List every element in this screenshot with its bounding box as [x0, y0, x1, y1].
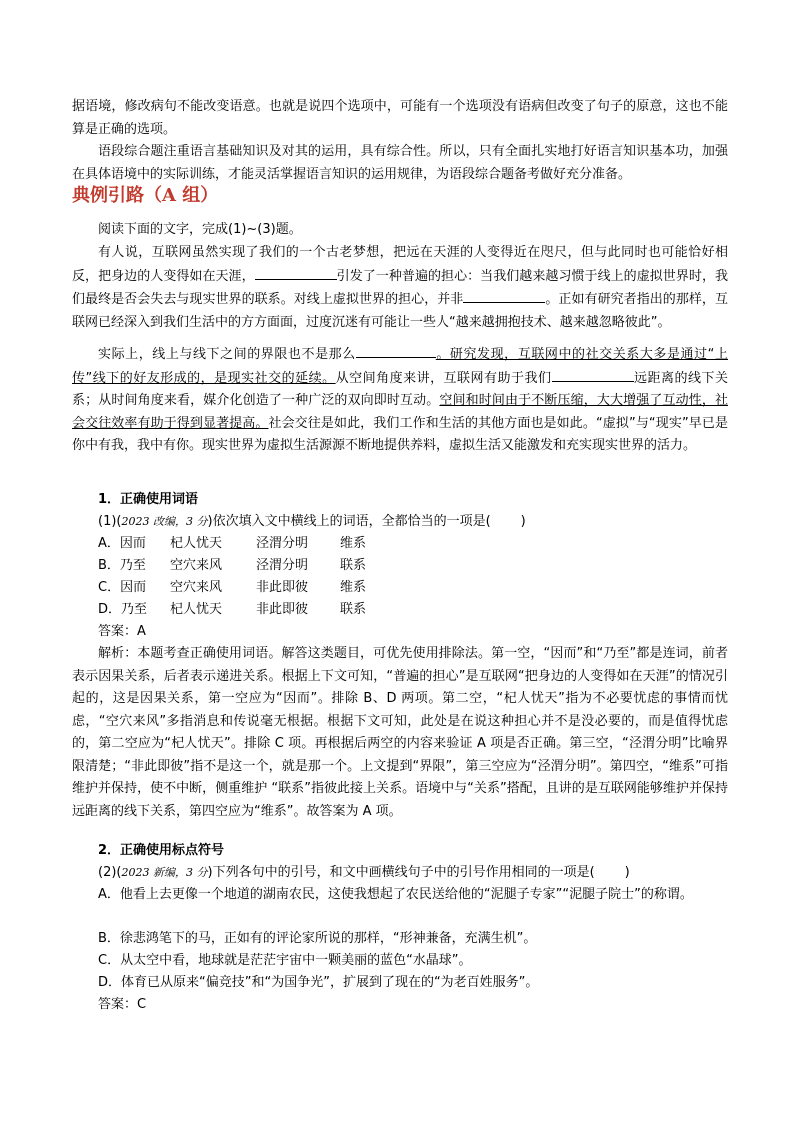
underlined-sentence-2: 空间和时间由于不断压缩，大大增强了互动性，社会交往效率有助于得到显著提高。 [72, 393, 728, 431]
passage-text: 从空间角度来讲，互联网有助于我们 [335, 370, 552, 386]
fill-blank-4 [552, 367, 634, 382]
intro-paragraph-2: 语段综合题注重语言基础知识及对其的运用，具有综合性。所以，只有全面扎实地打好语言知识基本功，加强在具体语境中的实际训练，才能灵活掌握语言知识的运用规律，为语段综合题备考做好充分准备。 [72, 144, 728, 182]
q1-option-a: A．因而 杞人忧天 泾渭分明 维系 [98, 536, 367, 551]
q1-answer: 答案：A [98, 624, 146, 639]
passage-text: 。正如有研究者指出的那样，互联网已经深入到我们生活中的方方面面，过度沉迷有可能让一些人“越来越拥抱技术、越来越忽略彼此”。 [72, 292, 728, 330]
fill-blank-2 [463, 288, 545, 303]
passage-lead: 阅读下面的文字，完成(1)~(3)题。 [98, 222, 302, 237]
section-title: 典例引路（A 组） [72, 185, 219, 206]
q1-stem: (1)(2023 改编，3 分)依次填入文中横线上的词语，全都恰当的一项是( ) [98, 514, 526, 529]
q2-option-a: A．他看上去更像一个地道的湖南农民，这使我想起了农民送给他的“泥腿子专家”“泥腿子院士”的称谓。 [98, 887, 693, 902]
passage-text: 有人说，互联网虽然实现了我们的一个古老梦想，把远在天涯的人变得近在咫尺，但与此同时也可能恰好相反，把身边的人变得如在天涯， [72, 245, 728, 284]
q1-option-d: D．乃至 杞人忧天 非此即彼 联系 [98, 602, 367, 617]
underlined-sentence-1: 。研究发现，互联网中的社交关系大多是通过“上传”线下的好友形成的，是现实社交的延续。 [72, 347, 728, 386]
passage-text: 社会交往是如此，我们工作和生活的其他方面也是如此。“虚拟”与“现实”早已是你中有我，我中有你。现实世界为虚拟生活源源不断地提供养料，虚拟生活又能激发和充实现实世界的活力。 [72, 415, 728, 453]
q2-option-c: C．从太空中看，地球就是茫茫宇宙中一颗美丽的蓝色“水晶球”。 [98, 953, 472, 968]
passage-paragraph-2 [72, 343, 728, 458]
passage-text: 远距离的线下关系；从时间角度来看，媒介化创造了一种广泛的双向即时互动。 [72, 370, 728, 408]
q2-title: 2．正确使用标点符号 [98, 843, 225, 858]
q1-source: 2023 改编，3 分 [121, 515, 208, 528]
q1-analysis: 解析：本题考查正确使用词语。解答这类题目，可优先使用排除法。第一空，“因而”和“乃至”都是连词，前者表示因果关系，后者表示递进关系。根据上下文可知，“普遍的担心”是互联网“把身边的人变得如在天涯”的情况引起的，这是因果关系，第一空应为“因而”。排除 B、D 两项。第二空，“杞人忧天”指为不必要忧虑的事情而忧虑，“空穴来风”多指消息和传说毫无根据。根据下文可知，此处是在说这种担心并不是没必要的，而是值得忧虑的，第二空应为“杞人忧天”。排除 C 项。再根据后两空的内容来验证 A 项是否正确。第三空，“泾渭分明”比喻界限清楚；“非此即彼”指不是这一个，就是那一个。上文提到“界限”，第三空应为“泾渭分明”。第四空，“维系”可指维护并保持，使不中断，侧重维护 “联系”指彼此接上关系。语境中与“关系”搭配，且讲的是互联网能够维护并保持远距离的线下关系，第四空应为“维系”。故答案为 A 项。 [72, 646, 728, 819]
q2-option-b: B．徐悲鸿笔下的马，正如有的评论家所说的那样，“形神兼备，充满生机”。 [98, 931, 537, 946]
q1-title: 1．正确使用词语 [98, 492, 199, 507]
q1-option-c: C．因而 空穴来风 非此即彼 维系 [98, 580, 367, 595]
passage-text: 实际上，线上与线下之间的界限也不是那么 [98, 347, 356, 362]
intro-paragraph-1: 据语境，修改病句不能改变语意。也就是说四个选项中，可能有一个选项没有语病但改变了句子的原意，这也不能算是正确的选项。 [72, 99, 728, 137]
passage-text: 引发了一种普遍的担心：当我们越来越习惯于线上的虚拟世界时，我们最终是否会失去与现实世界的联系。对线上虚拟世界的担心，并非 [72, 268, 728, 307]
q1-option-b: B．乃至 空穴来风 泾渭分明 联系 [98, 558, 367, 573]
passage-paragraph-1 [72, 242, 728, 334]
fill-blank-1 [255, 265, 337, 280]
fill-blank-3 [356, 343, 436, 358]
q2-answer: 答案：C [98, 997, 147, 1012]
q2-source: 2023 新编，3 分 [121, 866, 208, 879]
q2-stem: (2)(2023 新编，3 分)下列各句中的引号，和文中画横线句子中的引号作用相同的一项是( ) [98, 865, 630, 880]
q2-option-d: D．体育已从原来“偏竞技”和“为国争光”，扩展到了现在的“为老百姓服务”。 [98, 975, 539, 990]
